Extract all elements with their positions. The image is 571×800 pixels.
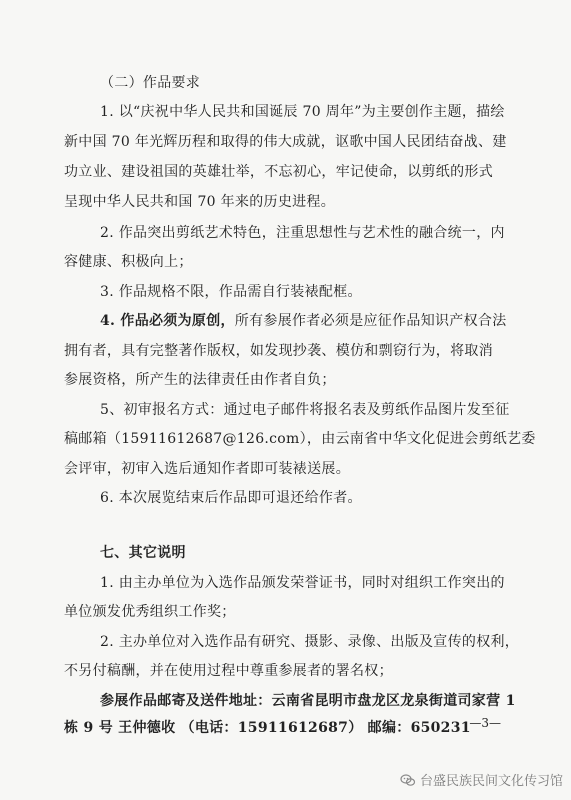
note1-line-2: 单位颁发优秀组织工作奖； [64,604,236,620]
req1-line-4: 呈现中华人民共和国 70 年来的历史进程。 [64,194,336,210]
req4-line-2: 拥有者，具有完整著作版权，如发现抄袭、模仿和剽窃行为，将取消 [64,343,493,359]
req6-line: 6. 本次展览结束后作品即可退还给作者。 [100,490,362,506]
note2-line-1: 2. 主办单位对入选作品有研究、摄影、录像、出版及宣传的权利， [100,634,520,650]
address-line-2: 栋 9 号 王仲德收 （电话：15911612687） 邮编：650231 [64,720,471,736]
watermark [400,770,563,789]
req4-line-1-text: 所有参展作者必须是应征作品知识产权合法 [234,313,507,329]
wechat-icon [400,772,416,788]
note1-line-1: 1. 由主办单位为入选作品颁发荣誉证书，同时对组织工作突出的 [100,575,505,591]
page-number: —3— [469,716,501,730]
req4-line-3: 参展资格，所产生的法律责任由作者自负； [64,372,336,388]
req3-line: 3. 作品规格不限，作品需自行装裱配框。 [100,284,362,300]
req1-line-1: 1. 以“庆祝中华人民共和国诞辰 70 周年”为主要创作主题，描绘 [100,104,505,120]
req5-line-1: 5、初审报名方式：通过电子邮件将报名表及剪纸作品图片发至征 [100,402,510,418]
req2-line-2: 容健康、积极向上； [64,254,193,270]
note2-line-2: 不另付稿酬，并在使用过程中尊重参展者的署名权； [64,663,393,679]
req4-bold-lead: 4. 作品必须为原创， [100,313,235,329]
req1-line-3: 功立业、建设祖国的英雄壮举，不忘初心，牢记使命，以剪纸的形式 [64,164,493,180]
req4-line-1 [100,312,507,330]
section-2-heading: （二）作品要求 [100,75,201,91]
req1-line-2: 新中国 70 年光辉历程和取得的伟大成就，讴歌中国人民团结奋战、建 [64,134,507,150]
req5-line-3: 会评审，初审入选后通知作者即可装裱送展。 [64,461,350,477]
section-7-heading: 七、其它说明 [100,545,186,561]
req5-line-2: 稿邮箱（15911612687@126.com），由云南省中华文化促进会剪纸艺委 [64,431,536,447]
req2-line-1: 2. 作品突出剪纸艺术特色，注重思想性与艺术性的融合统一，内 [100,225,505,241]
address-line-1: 参展作品邮寄及送件地址：云南省昆明市盘龙区龙泉街道司家营 1 [100,693,516,709]
watermark-text: 台盛民族民间文化传习馆 [419,774,563,789]
